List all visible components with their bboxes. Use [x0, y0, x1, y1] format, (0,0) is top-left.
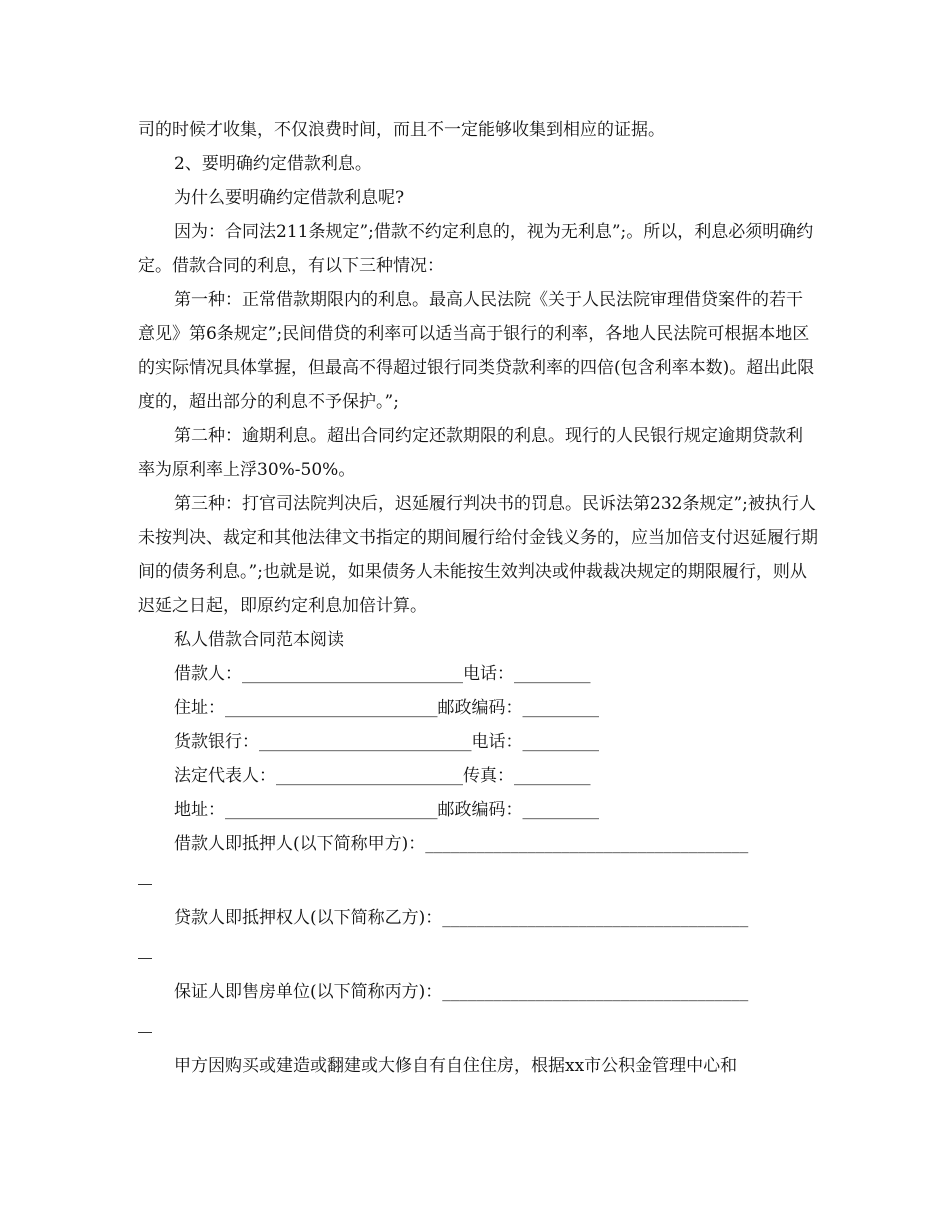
paragraph-first-type: 第一种：正常借款期限内的利息。最高人民法院《关于人民法院审理借贷案件的若干意见》第6条规定”;民间借贷的利率可以适当高于银行的利率，各地人民法院可根据本地区的实际情况具体掌握，但最高不得超过银行同类贷款利率的四倍(包含利率本数)。超出此限度的，超出部分的利息不予保护。”;	[138, 290, 815, 412]
paragraph-heading-interest: 2、要明确约定借款利息。	[174, 154, 372, 174]
field-legal-rep: 法定代表人：______________________传真：_________	[174, 766, 591, 786]
line-continuation-mark	[138, 941, 818, 975]
line-continuation-mark	[138, 867, 818, 901]
party-a: 借款人即抵押人(以下简称甲方)：______________________________________	[174, 834, 749, 854]
party-b: 贷款人即抵押权人(以下简称乙方)：____________________________________	[174, 908, 749, 928]
field-bank-address: 地址：_________________________邮政编码：_________	[174, 800, 599, 820]
party-c: 保证人即售房单位(以下简称丙方)：____________________________________	[174, 982, 749, 1002]
paragraph-final: 甲方因购买或建造或翻建或大修自有自住住房，根据xx市公积金管理中心和	[174, 1056, 738, 1076]
paragraph-third-type: 第三种：打官司法院判决后，迟延履行判决书的罚息。民诉法第232条规定”;被执行人未按判决、裁定和其他法律文书指定的期间履行给付金钱义务的，应当加倍支付迟延履行期间的债务利息。”;也就是说，如果债务人未能按生效判决或仲裁裁决规定的期限履行，则从迟延之日起，即原约定利息加倍计算。	[138, 494, 818, 616]
paragraph-continuation: 司的时候才收集，不仅浪费时间，而且不一定能够收集到相应的证据。	[138, 120, 665, 140]
field-borrower: 借款人：__________________________电话：_________	[174, 664, 591, 684]
paragraph-reason: 因为：合同法211条规定”;借款不约定利息的，视为无利息”;。所以，利息必须明确约定。借款合同的利息，有以下三种情况：	[138, 222, 814, 276]
field-address: 住址：_________________________邮政编码：_________	[174, 698, 599, 718]
document-body	[138, 113, 818, 1083]
contract-title: 私人借款合同范本阅读	[174, 630, 344, 650]
line-continuation-mark	[138, 1015, 818, 1049]
field-lender-bank: 货款银行：_________________________电话：_________	[174, 732, 599, 752]
paragraph-question: 为什么要明确约定借款利息呢?	[174, 188, 405, 208]
paragraph-second-type: 第二种：逾期利息。超出合同约定还款期限的利息。现行的人民银行规定逾期贷款利率为原利率上浮30%-50%。	[138, 426, 803, 480]
